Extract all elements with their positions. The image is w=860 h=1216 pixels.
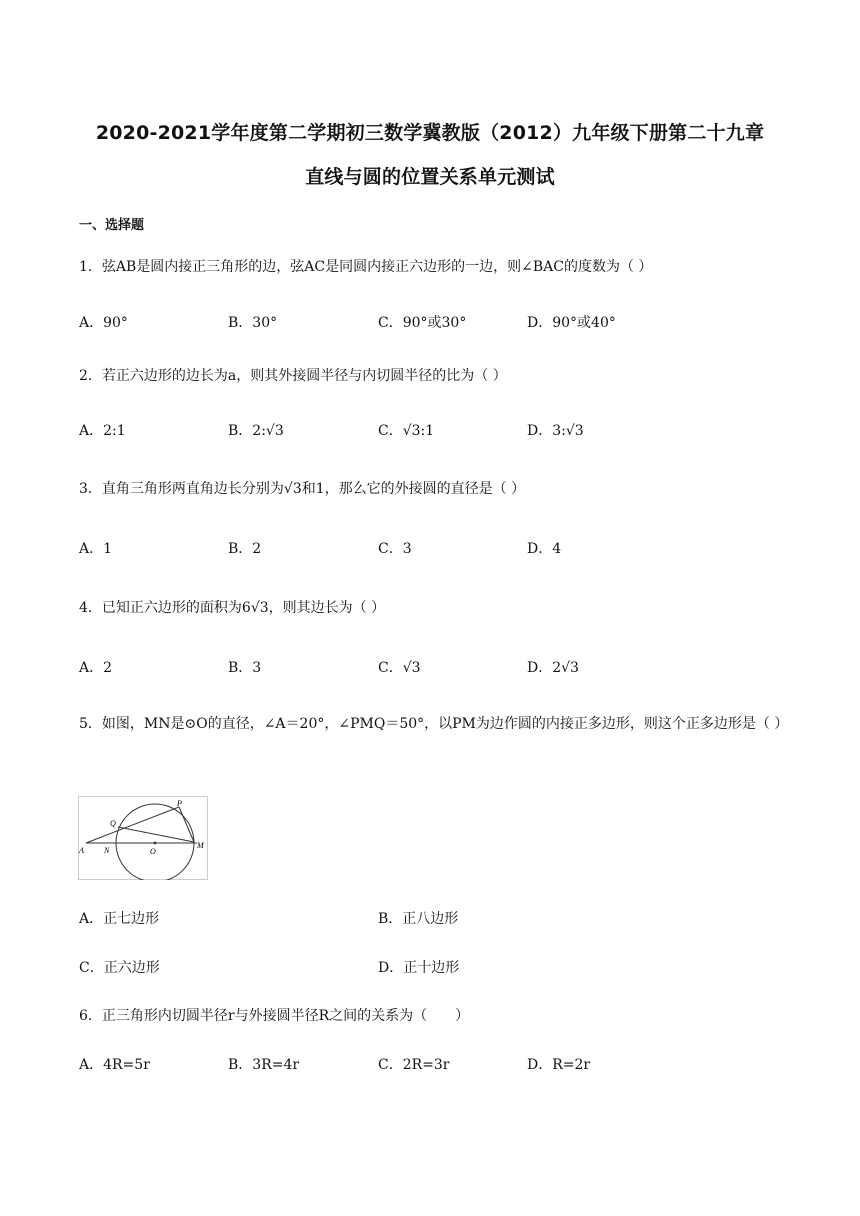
question-5-option-a: A．正七边形 xyxy=(79,911,160,927)
figure-line-qm xyxy=(118,827,194,842)
figure-label-o: O xyxy=(150,847,156,856)
question-2-option-a: A．2:1 xyxy=(79,423,126,439)
question-4-option-a: A．2 xyxy=(79,660,113,676)
question-3-option-b: B．2 xyxy=(228,541,262,557)
question-1-option-c: C．90°或30° xyxy=(378,315,467,331)
question-5-stem: 5．如图，MN是⊙O的直径，∠A＝20°，∠PMQ＝50°，以PM为边作圆的内接正多边形，则这个正多边形是（ ） xyxy=(79,716,789,732)
question-5-option-d: D．正十边形 xyxy=(378,960,460,976)
question-1-option-a: A．90° xyxy=(79,315,128,331)
figure-label-p: P xyxy=(177,799,182,808)
document-title-line-1: 2020-2021学年度第二学期初三数学冀教版（2012）九年级下册第二十九章 xyxy=(95,122,765,144)
question-2-stem: 2．若正六边形的边长为a，则其外接圆半径与内切圆半径的比为（ ） xyxy=(79,368,507,384)
question-2-option-d: D．3:√3 xyxy=(527,423,584,439)
question-2-option-b: B．2:√3 xyxy=(228,423,284,439)
question-3-option-c: C．3 xyxy=(378,541,412,557)
figure-label-m: M xyxy=(197,841,204,850)
question-6-option-a: A．4R=5r xyxy=(79,1057,150,1073)
question-4-stem: 4．已知正六边形的面积为6√3，则其边长为（ ） xyxy=(79,600,386,616)
question-6-stem: 6．正三角形内切圆半径r与外接圆半径R之间的关系为（ ） xyxy=(79,1008,470,1024)
question-3-option-a: A．1 xyxy=(79,541,113,557)
question-5-option-b: B．正八边形 xyxy=(378,911,459,927)
question-6-option-c: C．2R=3r xyxy=(378,1057,450,1073)
circle-diagram-figure xyxy=(78,796,208,880)
question-2-option-c: C．√3:1 xyxy=(378,423,435,439)
question-1-option-b: B．30° xyxy=(228,315,278,331)
question-1-stem: 1．弦AB是圆内接正三角形的边，弦AC是同圆内接正六边形的一边，则∠BAC的度数为（ ） xyxy=(79,259,653,275)
question-5-option-c: C．正六边形 xyxy=(79,960,160,976)
question-4-option-c: C．√3 xyxy=(378,660,421,676)
section-heading: 一、选择题 xyxy=(79,218,145,233)
figure-label-a: A xyxy=(79,846,84,855)
question-4-option-b: B．3 xyxy=(228,660,262,676)
question-6-option-d: D．R=2r xyxy=(527,1057,591,1073)
question-3-stem: 3．直角三角形两直角边长分别为√3和1，那么它的外接圆的直径是（ ） xyxy=(79,481,526,497)
figure-center-dot xyxy=(154,842,157,845)
figure-label-q: Q xyxy=(110,819,116,828)
question-6-option-b: B．3R=4r xyxy=(228,1057,300,1073)
figure-label-n: N xyxy=(104,846,110,855)
document-title-line-2: 直线与圆的位置关系单元测试 xyxy=(305,166,555,188)
figure-line-pm xyxy=(179,807,194,842)
question-3-option-d: D．4 xyxy=(527,541,562,557)
question-4-option-d: D．2√3 xyxy=(527,660,579,676)
question-1-option-d: D．90°或40° xyxy=(527,315,616,331)
figure-line-ap xyxy=(86,807,179,843)
